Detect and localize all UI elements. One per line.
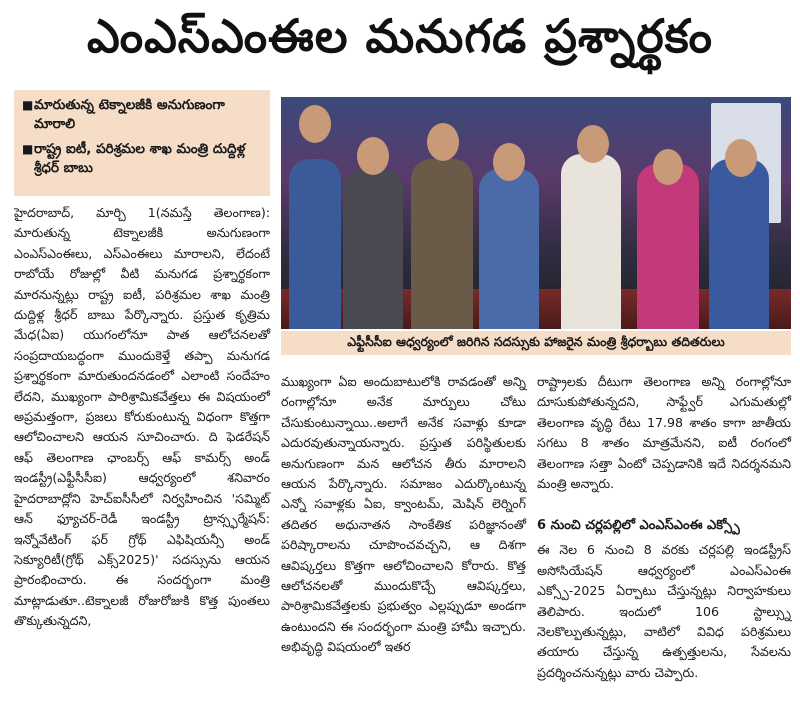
highlight-item [22, 96, 262, 134]
person-figure [637, 164, 699, 329]
article-paragraph: హైదరాబాద్, మార్చి 1(నమస్తే తెలంగాణ): మారుతున్న టెక్నాలజీకి అనుగుణంగా ఎంఎస్ఎంఈలు, ఎస్ఎంఈలు మారాలని, లేదంటే రాబోయే రోజుల్లో వీటి మనుగడ ప్రశ్నార్థకంగా మారనున్నట్లు రాష్ట్ర ఐటీ, పరిశ్రమల శాఖ మంత్రి దుద్దిళ్ల శ్రీధర్ బాబు పేర్కొన్నారు. ప్రస్తుత కృత్రిమ మేధ(ఏఐ) యుగంలోనూ పాత ఆలోచనలతో సంప్రదాయబద్ధంగా ముందుకెళ్తే తప్పా మనుగడ ప్రశ్నార్థకంగా మారుతుందనడంలో ఎలాంటి సందేహం లేదని, ముఖ్యంగా పారిశ్రామికవేత్తలు ఈ విషయంలో అప్రమత్తంగా, ప్రజలు కోరుకుంటున్న విధంగా కొత్తగా ఆలోచించాలని ఆయన సూచించారు. ది ఫెడరేషన్ ఆఫ్ తెలంగాణ ఛాంబర్స్ ఆఫ్ కామర్స్ అండ్ ఇండస్ట్రీ(ఎఫ్టీసీసీఐ) ఆధ్వర్యంలో శనివారం హైదరాబాద్లోని హెచ్ఐసీసీలో నిర్వహించిన 'సమ్మిట్ ఆన్ ఫ్యూచర్-రెడీ ఇండస్ట్రీ ట్రాన్స్ఫర్మేషన్: ఇన్నోవేటింగ్ ఫర్ గ్రోథ్ ఎఫిషియన్సీ అండ్ సెక్యూరిటీ(గ్రోథ్ ఎక్స్2025)' సదస్సును ఆయన ప్రారంభించారు. ఈ సందర్భంగా మంత్రి మాట్లాడుతూ..టెక్నాలజీ రోజురోజుకి కొత్త పుంతలు తొక్కుతున్నదని, [14, 205, 270, 629]
headline: ఎంఎస్ఎంఈల మనుగడ ప్రశ్నార్థకం [87, 9, 713, 63]
person-figure [411, 159, 473, 329]
person-head [725, 139, 757, 177]
bullet-icon: ■ [22, 142, 34, 156]
person-figure [479, 169, 539, 329]
person-head [653, 149, 683, 185]
person-figure [561, 154, 621, 329]
photo-caption: ఎఫ్టీసీసీఐ ఆధ్వర్యంలో జరిగిన సదస్సుకు హాజరైన మంత్రి శ్రీధర్బాబు తదితరులు [281, 331, 791, 355]
highlight-text: మారుతున్న టెక్నాలజీకి అనుగుణంగా మారాలి [34, 97, 225, 132]
person-head [493, 143, 525, 181]
section-subheading: 6 నుంచి చర్లపల్లిలో ఎంఎస్ఎంఈ ఎక్స్పో [537, 518, 740, 534]
article-paragraph: రాష్ట్రాలకు దీటుగా తెలంగాణ అన్ని రంగాల్లోనూ దూసుకుపోతున్నదని, సాఫ్ట్వేర్ ఎగుమతుల్లో తెలంగాణ వృద్ధి రేటు 17.98 శాతం కాగా జాతీయ సగటు 8 శాతం మాత్రమేనని, ఐటీ రంగంలో తెలంగాణ సత్తా ఏంటో చెప్పడానికి ఇదే నిదర్శనమని మంత్రి అన్నారు. [537, 374, 791, 492]
person-head [427, 123, 459, 161]
person-head [299, 105, 331, 143]
person-head [357, 137, 389, 175]
highlight-item [22, 140, 262, 178]
person-figure [343, 169, 403, 329]
event-photo [281, 97, 791, 329]
article-paragraph: ముఖ్యంగా ఏఐ అందుబాటులోకి రావడంతో అన్ని రంగాల్లోనూ అనేక మార్పులు చోటు చేసుకుంటున్నాయి..అలాగే అనేక సవాళ్లు కూడా ఎదురవుతున్నాయన్నారు. ప్రస్తుత పరిస్థితులకు అనుగుణంగా మన ఆలోచన తీరు మారాలని ఆయన పేర్కొన్నారు. సమాజం ఎదుర్కొంటున్న ఎన్నో సవాళ్లకు ఏఐ, క్వాంటమ్, మెషిన్ లెర్నింగ్ తదితర అధునాతన సాంకేతిక పరిజ్ఞానంతో పరిష్కారాలను చూపొంచవచ్చని, ఆ దిశగా ఆవిష్కర్తలు కొత్తగా ఆలోచించాలని కోరారు. కొత్త ఆలోచనలతో ముందుకొచ్చే ఆవిష్కర్తలు, పారిశ్రామికవేత్తలకు ప్రభుత్వం ఎల్లప్పుడూ అండగా ఉంటుందని ఈ సందర్భంగా మంత్రి హామీ ఇచ్చారు. అభివృద్ధి విషయంలో ఇతర [281, 374, 526, 655]
highlight-text: రాష్ట్ర ఐటీ, పరిశ్రమల శాఖ మంత్రి దుద్దిళ్ల శ్రీధర్ బాబు [34, 141, 246, 176]
article-column-3 [537, 372, 791, 683]
person-head [577, 125, 609, 163]
article-column-1 [14, 203, 270, 632]
bullet-icon: ■ [22, 98, 34, 112]
article-paragraph: ఈ నెల 6 నుంచి 8 వరకు చర్లపల్లి ఇండస్ట్రీస్ అసోసియేషన్ ఆధ్వర్యంలో ఎంఎస్ఎంఈ ఎక్స్పో-2025 ఏర్పాటు చేస్తున్నట్లు నిర్వాహకులు తెలిపారు. ఇందులో 106 స్టాల్స్ను నెలకొల్పుతున్నట్లు, వాటిలో వివిధ పరిశ్రమలు తయారు చేస్తున్న ఉత్పత్తులను, సేవలను ప్రదర్శించనున్నట్లు వారు చెప్పారు. [537, 542, 791, 680]
person-figure [709, 159, 769, 329]
article-column-2 [281, 372, 526, 658]
person-figure [289, 159, 341, 329]
highlights-box [14, 90, 270, 196]
